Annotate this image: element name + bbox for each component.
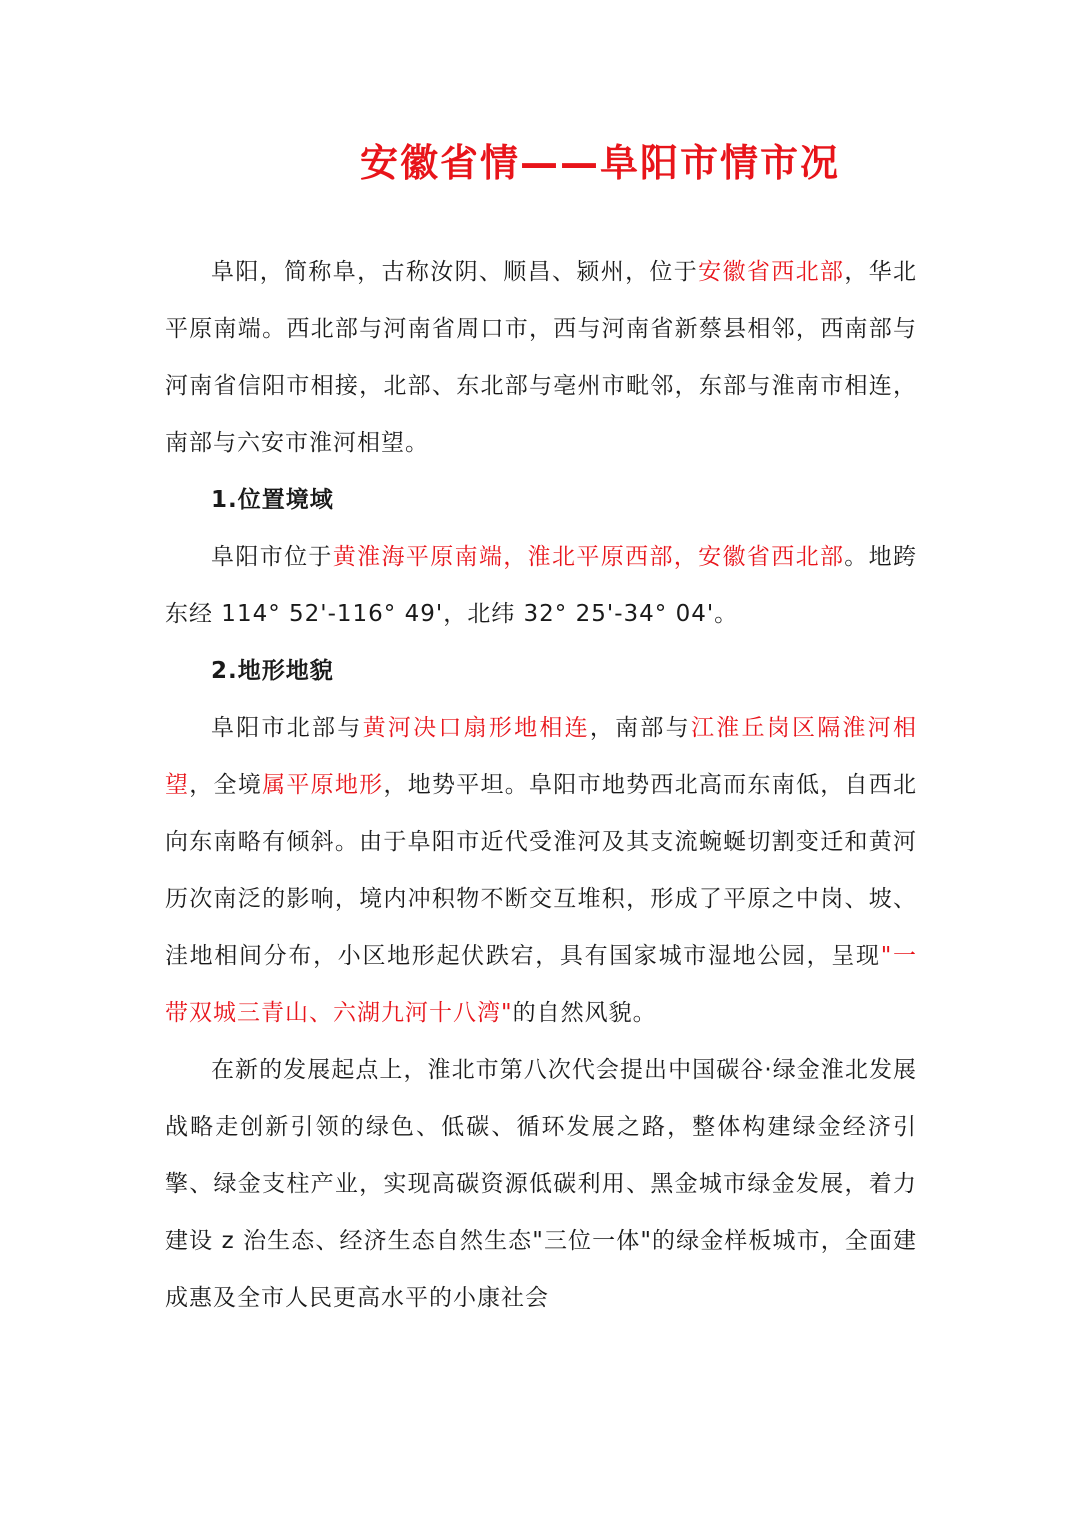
intro-highlight: 安徽省西北部 <box>698 259 845 285</box>
terrain-highlight-4: "一带双城三青山、六湖九河十八湾" <box>165 943 917 1026</box>
page-title: 安徽省情——阜阳市情市况 <box>359 141 840 185</box>
location-text-end: 。地跨东经 114° 52'-116° 49'，北纬 32° 25'-34° 04'。 <box>165 544 918 627</box>
document-body <box>165 244 917 1327</box>
intro-text-start: 阜阳，简称阜，古称汝阴、顺昌、颍州，位于 <box>211 259 699 285</box>
terrain-text-3: ，全境 <box>189 772 263 798</box>
terrain-paragraph <box>165 700 917 1042</box>
closing-paragraph: 在新的发展起点上，淮北市第八次代会提出中国碳谷·绿金淮北发展战略走创新引领的绿色、低碳、循环发展之路，整体构建绿金经济引擎、绿金支柱产业，实现高碳资源低碳利用、黑金城市绿金发展，着力建设 z 治生态、经济生态自然生态"三位一体"的绿金样板城市，全面建成惠及全市人民更高水平的小康社会 <box>165 1057 917 1311</box>
intro-paragraph <box>165 244 917 472</box>
section-heading-terrain: 2.地形地貌 <box>211 658 334 684</box>
intro-text-end: ，华北平原南端。西北部与河南省周口市，西与河南省新蔡县相邻，西南部与河南省信阳市相接，北部、东北部与亳州市毗邻，东部与淮南市相连，南部与六安市淮河相望。 <box>165 259 918 456</box>
section-heading-location: 1.位置境域 <box>211 487 334 513</box>
terrain-text-2: ，南部与 <box>589 715 691 741</box>
terrain-highlight-1: 黄河决口扇形地相连 <box>362 715 590 741</box>
terrain-text-4: ，地势平坦。阜阳市地势西北高而东南低，自西北向东南略有倾斜。由于阜阳市近代受淮河及其支流蜿蜒切割变迁和黄河历次南泛的影响，境内冲积物不断交互堆积，形成了平原之中岗、坡、洼地相间分布，小区地形起伏跌宕，具有国家城市湿地公园，呈现 <box>165 772 918 969</box>
terrain-text-5: 的自然风貌。 <box>512 1000 657 1026</box>
location-text-start: 阜阳市位于 <box>211 544 333 570</box>
location-paragraph <box>165 529 917 643</box>
terrain-highlight-2: 江淮丘岗区隔淮河相望 <box>165 715 918 798</box>
terrain-highlight-3: 属平原地形 <box>262 772 384 798</box>
terrain-text-1: 阜阳市北部与 <box>211 715 363 741</box>
location-highlight: 黄淮海平原南端，淮北平原西部，安徽省西北部 <box>332 544 845 570</box>
